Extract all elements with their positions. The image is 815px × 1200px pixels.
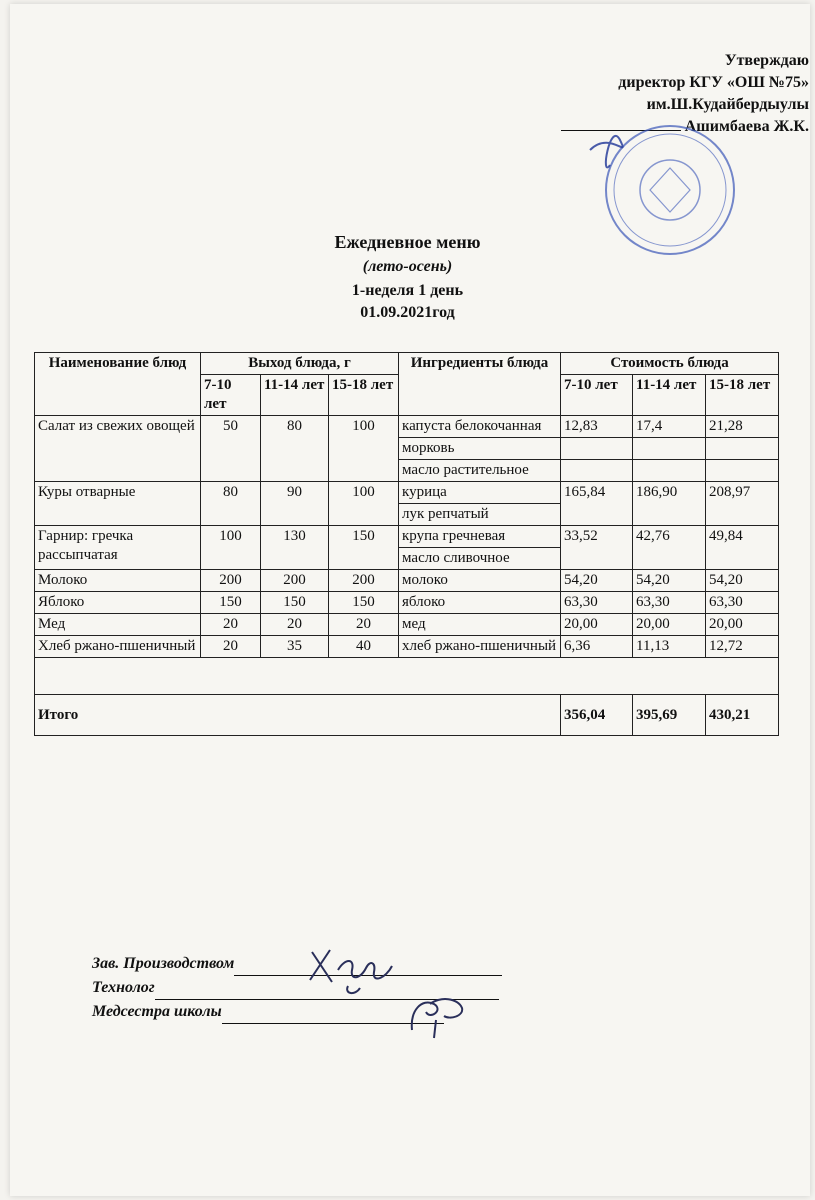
cost-age1: 33,52 [561, 526, 633, 570]
cost-age3: 20,00 [706, 614, 779, 636]
cost-age3: 21,28 [706, 416, 779, 438]
header-name: Наименование блюд [35, 353, 201, 416]
table-row [35, 614, 779, 636]
signature-row-production [92, 952, 502, 976]
header-yield-age2: 11-14 лет [261, 375, 329, 416]
yield-age1: 50 [201, 416, 261, 482]
season-label: (лето-осень) [362, 258, 453, 275]
yield-age1: 80 [201, 482, 261, 526]
menu-table [34, 352, 779, 736]
ingredient: курица [399, 482, 561, 504]
table-row [35, 416, 779, 438]
header-yield: Выход блюда, г [201, 353, 399, 375]
approval-line-1: Утверждаю [724, 52, 809, 69]
yield-age3: 100 [329, 482, 399, 526]
table-row [35, 482, 779, 504]
yield-age2: 150 [261, 592, 329, 614]
yield-age3: 20 [329, 614, 399, 636]
total-age2: 395,69 [633, 695, 706, 736]
approval-line-2: директор КГУ «ОШ №75» [618, 74, 809, 91]
nurse-label: Медсестра школы [92, 1003, 222, 1020]
dish-name: Салат из свежих овощей [35, 416, 201, 482]
week-day-label: 1-неделя 1 день [351, 282, 464, 299]
header-yield-age1: 7-10 лет [201, 375, 261, 416]
cost-age1: 54,20 [561, 570, 633, 592]
cost-age1: 20,00 [561, 614, 633, 636]
cost-age2: 11,13 [633, 636, 706, 658]
total-label: Итого [35, 695, 561, 736]
yield-age3: 100 [329, 416, 399, 482]
total-age1: 356,04 [561, 695, 633, 736]
ingredient: яблоко [399, 592, 561, 614]
header-ingredients: Ингредиенты блюда [399, 353, 561, 416]
yield-age1: 150 [201, 592, 261, 614]
cost-age1: 165,84 [561, 482, 633, 526]
header-cost-age1: 7-10 лет [561, 375, 633, 416]
technologist-label: Технолог [92, 979, 155, 996]
page-title: Ежедневное меню [334, 232, 481, 252]
production-label: Зав. Производством [92, 955, 235, 972]
cost-age1: 63,30 [561, 592, 633, 614]
dish-name: Молоко [35, 570, 201, 592]
dish-name: Яблоко [35, 592, 201, 614]
total-age3: 430,21 [706, 695, 779, 736]
cost-age3: 54,20 [706, 570, 779, 592]
director-name: Ашимбаева Ж.К. [684, 118, 809, 135]
table-row [35, 526, 779, 548]
yield-age2: 90 [261, 482, 329, 526]
yield-age1: 200 [201, 570, 261, 592]
yield-age2: 80 [261, 416, 329, 482]
header-cost-age3: 15-18 лет [706, 375, 779, 416]
yield-age1: 20 [201, 636, 261, 658]
cost-age1: 6,36 [561, 636, 633, 658]
table-row [35, 636, 779, 658]
production-signature [300, 940, 410, 1000]
dish-name: Гарнир: гречка рассыпчатая [35, 526, 201, 570]
yield-age2: 130 [261, 526, 329, 570]
table-row [35, 592, 779, 614]
yield-age3: 40 [329, 636, 399, 658]
ingredient: масло растительное [399, 460, 561, 482]
total-row [35, 695, 779, 736]
dish-name: Мед [35, 614, 201, 636]
cost-age3: 49,84 [706, 526, 779, 570]
cost-age2: 63,30 [633, 592, 706, 614]
dish-name: Куры отварные [35, 482, 201, 526]
header-yield-age3: 15-18 лет [329, 375, 399, 416]
ingredient: крупа гречневая [399, 526, 561, 548]
ingredient: морковь [399, 438, 561, 460]
ingredient: хлеб ржано-пшеничный [399, 636, 561, 658]
empty-row [35, 658, 779, 695]
nurse-signature [400, 990, 480, 1040]
cost-age2: 20,00 [633, 614, 706, 636]
cost-age2: 186,90 [633, 482, 706, 526]
cost-age1: 12,83 [561, 416, 633, 438]
date-label: 01.09.2021год [360, 304, 455, 321]
ingredient: молоко [399, 570, 561, 592]
ingredient: масло сливочное [399, 548, 561, 570]
cost-age3: 208,97 [706, 482, 779, 526]
ingredient: мед [399, 614, 561, 636]
dish-name: Хлеб ржано-пшеничный [35, 636, 201, 658]
table-header-row [35, 353, 779, 375]
cost-age2: 42,76 [633, 526, 706, 570]
yield-age3: 200 [329, 570, 399, 592]
ingredient: лук репчатый [399, 504, 561, 526]
yield-age1: 100 [201, 526, 261, 570]
cost-age2: 17,4 [633, 416, 706, 438]
cost-age2: 54,20 [633, 570, 706, 592]
header-cost: Стоимость блюда [561, 353, 779, 375]
yield-age3: 150 [329, 592, 399, 614]
yield-age2: 20 [261, 614, 329, 636]
cost-age3: 12,72 [706, 636, 779, 658]
yield-age2: 200 [261, 570, 329, 592]
cost-age3: 63,30 [706, 592, 779, 614]
yield-age2: 35 [261, 636, 329, 658]
yield-age3: 150 [329, 526, 399, 570]
approval-line-3: им.Ш.Кудайбердыулы [646, 96, 809, 113]
ingredient: капуста белокочанная [399, 416, 561, 438]
header-cost-age2: 11-14 лет [633, 375, 706, 416]
table-row [35, 570, 779, 592]
yield-age1: 20 [201, 614, 261, 636]
